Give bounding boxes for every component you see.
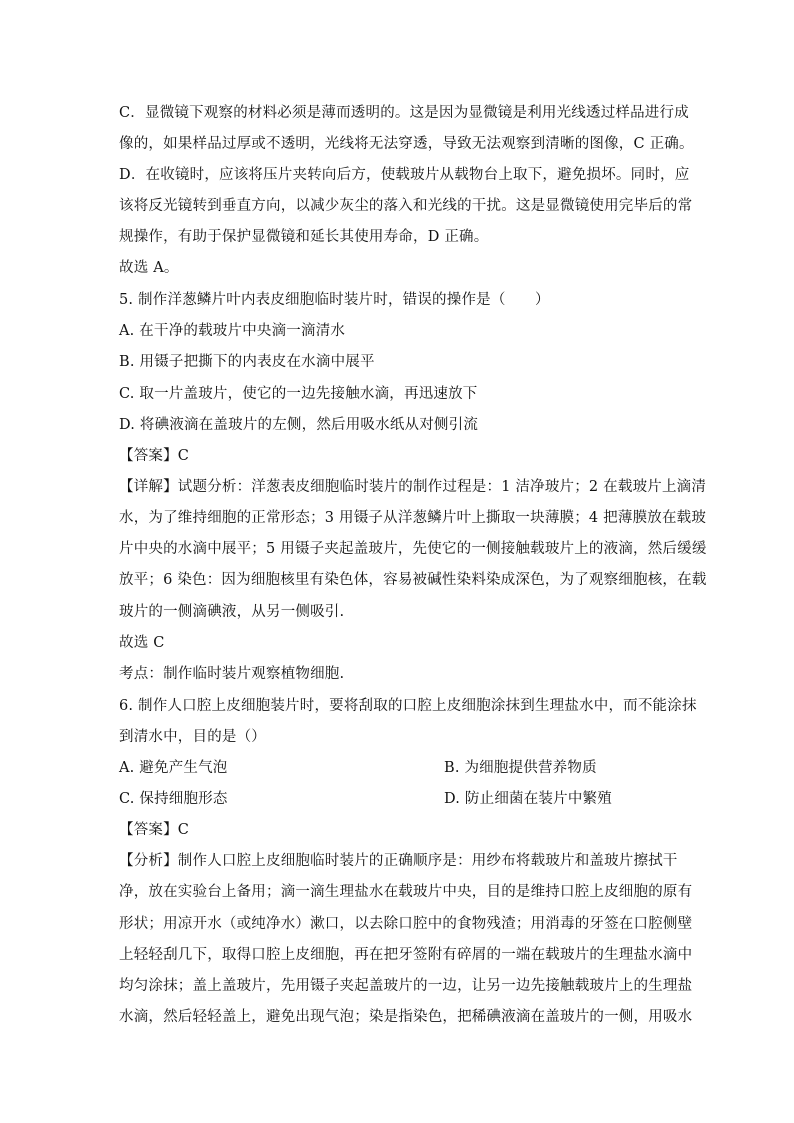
question-6-stem: 到清水中，目的是（） [119, 729, 266, 745]
option-b: B. 用镊子把撕下的内表皮在水滴中展平 [119, 354, 375, 370]
question-5-stem: 5. 制作洋葱鳞片叶内表皮细胞临时装片时，错误的操作是（ ） [119, 292, 550, 308]
analysis-text: 上轻轻刮几下，取得口腔上皮细胞，再在把牙签附有碎屑的一端在载玻片的生理盐水滴中 [119, 947, 693, 963]
text-line: 该将反光镜转到垂直方向，以减少灰尘的落入和光线的干扰。这是显微镜使用完毕后的常 [119, 198, 693, 214]
q6-option-d: D. 防止细菌在装片中繁殖 [444, 791, 612, 807]
text-line: C．显微镜下观察的材料必须是薄而透明的。这是因为显微镜是利用光线透过样品进行成 [119, 105, 689, 121]
text-line: 考点：制作临时装片观察植物细胞. [119, 666, 345, 682]
option-a: A. 在干净的载玻片中央滴一滴清水 [119, 323, 346, 339]
q6-option-c: C. 保持细胞形态 [119, 791, 228, 807]
analysis-text: 水滴，然后轻轻盖上，避免出现气泡；染是指染色，把稀碘液滴在盖玻片的一侧，用吸水 [119, 1009, 693, 1025]
detail-text: 【详解】试题分析：洋葱表皮细胞临时装片的制作过程是：1 洁净玻片；2 在载玻片上滴清 [119, 479, 707, 495]
text-line: D．在收镜时，应该将压片夹转向后方，使载玻片从载物台上取下，避免损坏。同时，应 [119, 167, 690, 183]
answer-label: 【答案】C [119, 448, 190, 464]
detail-text: 水，为了维持细胞的正常形态；3 用镊子从洋葱鳞片叶上撕取一块薄膜；4 把薄膜放在载玻 [119, 510, 707, 526]
analysis-text: 均匀涂抹；盖上盖玻片，先用镊子夹起盖玻片的一边，让另一边先接触载玻片上的生理盐 [119, 978, 693, 994]
option-d: D. 将碘液滴在盖玻片的左侧，然后用吸水纸从对侧引流 [119, 417, 479, 433]
analysis-text: 形状；用凉开水（或纯净水）漱口，以去除口腔中的食物残渣；用消毒的牙签在口腔侧壁 [119, 916, 693, 932]
analysis-text: 净，放在实验台上备用；滴一滴生理盐水在载玻片中央，目的是维持口腔上皮细胞的原有 [119, 884, 693, 900]
option-c: C. 取一片盖玻片，使它的一边先接触水滴，再迅速放下 [119, 386, 478, 402]
q6-option-a: A. 避免产生气泡 [119, 760, 228, 776]
answer-label: 【答案】C [119, 822, 190, 838]
question-6-stem: 6. 制作人口腔上皮细胞装片时，要将刮取的口腔上皮细胞涂抹到生理盐水中，而不能涂抹 [119, 698, 697, 714]
text-line: 像的，如果样品过厚或不透明，光线将无法穿透，导致无法观察到清晰的图像，C 正确。 [119, 136, 694, 152]
detail-text: 放平；6 染色：因为细胞核里有染色体，容易被碱性染料染成深色，为了观察细胞核，在载 [119, 572, 707, 588]
analysis-text: 【分析】制作人口腔上皮细胞临时装片的正确顺序是：用纱布将载玻片和盖玻片擦拭干 [119, 853, 678, 869]
q6-option-b: B. 为细胞提供营养物质 [444, 760, 597, 776]
detail-text: 玻片的一侧滴碘液，从另一侧吸引. [119, 604, 345, 620]
detail-text: 片中央的水滴中展平；5 用镊子夹起盖玻片，先使它的一侧接触载玻片上的液滴，然后缓缓 [119, 541, 707, 557]
text-line: 故选 A。 [119, 260, 179, 276]
text-line: 规操作，有助于保护显微镜和延长其使用寿命，D 正确。 [119, 229, 489, 245]
text-line: 故选 C [119, 635, 165, 651]
